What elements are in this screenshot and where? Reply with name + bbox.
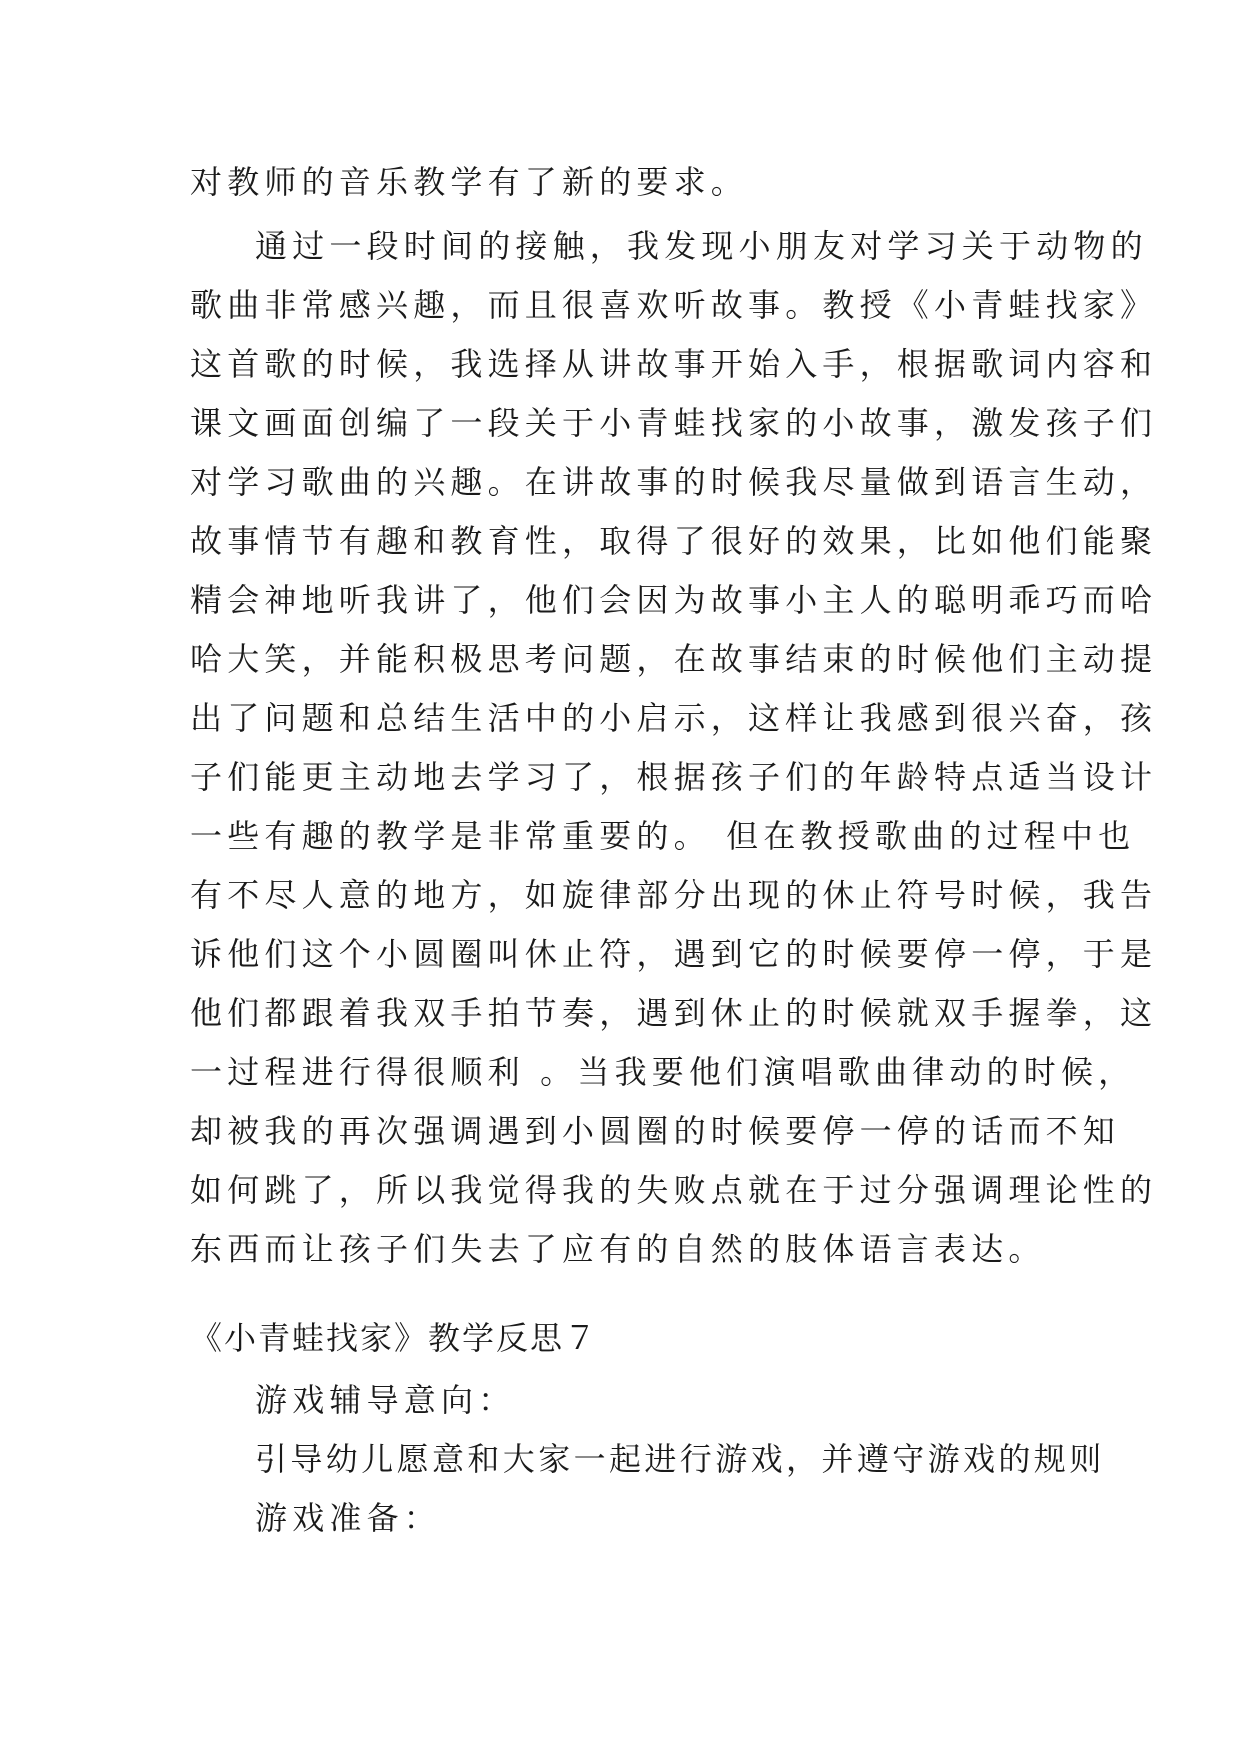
paragraph-line: 对学习歌曲的兴趣。在讲故事的时候我尽量做到语言生动， (190, 463, 1158, 501)
paragraph-line: 出了问题和总结生活中的小启示，这样让我感到很兴奋，孩 (190, 699, 1158, 737)
list-item: 引导幼儿愿意和大家一起进行游戏，并遵守游戏的规则 (255, 1440, 1105, 1478)
section-title: 《小青蛙找家》教学反思７ (190, 1319, 599, 1357)
paragraph-line: 如何跳了，所以我觉得我的失败点就在于过分强调理论性的 (190, 1171, 1158, 1209)
paragraph-line: 东西而让孩子们失去了应有的自然的肢体语言表达。 (190, 1230, 1046, 1268)
paragraph-line: 子们能更主动地去学习了，根据孩子们的年龄特点适当设计 (190, 758, 1158, 796)
paragraph-line: 精会神地听我讲了，他们会因为故事小主人的聪明乖巧而哈 (190, 581, 1158, 619)
paragraph-line: 歌曲非常感兴趣，而且很喜欢听故事。教授《小青蛙找家》 (190, 286, 1158, 324)
paragraph-line: 一过程进行得很顺利 。当我要他们演唱歌曲律动的时候， (190, 1053, 1136, 1091)
paragraph-line: 有不尽人意的地方，如旋律部分出现的休止符号时候，我告 (190, 876, 1158, 914)
list-item: 游戏准备： (255, 1499, 442, 1537)
paragraph-line: 课文画面创编了一段关于小青蛙找家的小故事，激发孩子们 (190, 404, 1158, 442)
paragraph-line: 一些有趣的教学是非常重要的。 但在教授歌曲的过程中也 (190, 817, 1136, 855)
paragraph-line: 哈大笑，并能积极思考问题，在故事结束的时候他们主动提 (190, 640, 1158, 678)
paragraph-line: 诉他们这个小圆圈叫休止符，遇到它的时候要停一停，于是 (190, 935, 1158, 973)
paragraph-line: 对教师的音乐教学有了新的要求。 (190, 163, 749, 201)
paragraph-line: 却被我的再次强调遇到小圆圈的时候要停一停的话而不知 (190, 1112, 1121, 1150)
paragraph-line: 通过一段时间的接触，我发现小朋友对学习关于动物的 (255, 227, 1148, 265)
paragraph-line: 这首歌的时候，我选择从讲故事开始入手，根据歌词内容和 (190, 345, 1158, 383)
list-item: 游戏辅导意向： (255, 1381, 516, 1419)
paragraph-line: 故事情节有趣和教育性，取得了很好的效果，比如他们能聚 (190, 522, 1158, 560)
paragraph-line: 他们都跟着我双手拍节奏，遇到休止的时候就双手握拳，这 (190, 994, 1158, 1032)
